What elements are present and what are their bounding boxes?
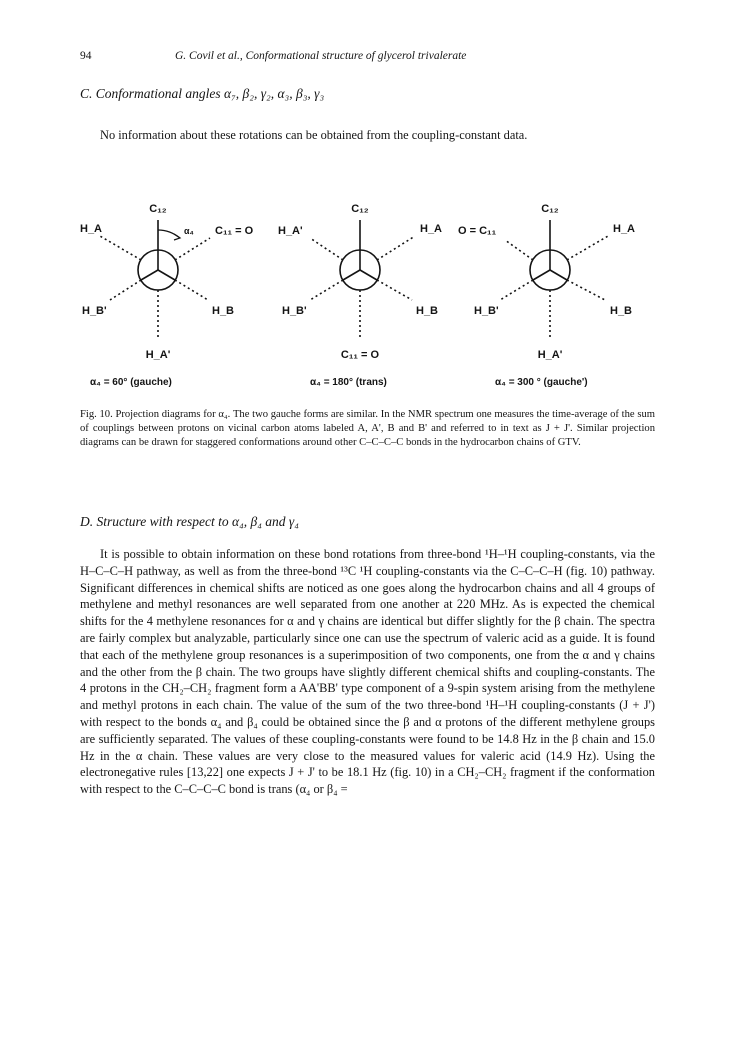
- p2-upper-right-label: H_A: [420, 223, 443, 235]
- projection-trans-180: [310, 220, 415, 340]
- newman-projection-figure: [60, 190, 680, 395]
- p1-angle-symbol: α₄: [184, 226, 194, 236]
- p2-upper-left-label: H_A': [278, 225, 303, 237]
- p3-top-label: C₁₂: [541, 203, 559, 215]
- section-d-paragraph: It is possible to obtain information on these bond rotations from three-bond ¹H–¹H coupling-constants, via the H–C–C–H pathway, as well as from the three-bond ¹³C ¹H coupling-constants via the C–C–C–H (fig. 10) pathway. Significant differences in chemical shifts are noticed as one goes along the hydrocarbon chains and all 4 groups of methylene and methyl resonances are well separated from one another at 220 MHz. As is expected the chemical shifts for the 4 methylene resonances for α and γ chains are identical but differ slightly for the β chain. The spectra are fairly complex but analyzable, particularly since one can use the spectrum of valeric acid as a guide. It is found that each of the methylene group resonances is a superimposition of two components, one from the α and γ chains and the other from the β chain. The two groups have slightly different chemical shifts and coupling-constants. The 4 protons in the CH₂–CH₂ fragment form a AA'BB' type component of a 9-spin system arising from the methylene and methyl protons in each chain. The value of the sum of the two three-bond ¹H–¹H coupling-constants (J + J') with respect to the bonds α₄ and β₄ could be obtained since the β and α protons of the different methylene groups are sufficiently separated. The values of these coupling-constants were found to be 14.8 Hz in the β chain and 15.0 Hz in the α chain. These values are very close to the measured values for valeric acid (14.9 Hz). Using the electronegative rules [13,22] one expects J + J' to be 18.1 Hz (fig. 10) in a CH₂–CH₂ fragment if the conformation with respect to the C–C–C–C bond is trans (α₄ or β₄ =: [80, 547, 655, 797]
- p2-top-label: C₁₂: [351, 203, 369, 215]
- p1-caption: α₄ = 60° (gauche): [90, 377, 172, 388]
- p1-lower-right-label: H_B: [212, 305, 235, 317]
- section-d-heading: D. Structure with respect to α₄, β₄ and γ₄: [80, 514, 299, 529]
- p2-lower-left-label: H_B': [282, 305, 307, 317]
- p3-lower-right-label: H_B: [610, 305, 633, 317]
- section-c-heading: C. Conformational angles α₇, β₂, γ₂, α₃, β₃, γ₃: [80, 86, 325, 101]
- p1-lower-left-label: H_B': [82, 305, 107, 317]
- p1-upper-left-label: H_A: [80, 223, 103, 235]
- p3-bottom-label: H_A': [537, 349, 563, 361]
- p3-lower-left-label: H_B': [474, 305, 499, 317]
- p2-bottom-label: C₁₁ = O: [340, 349, 380, 361]
- p3-caption: α₄ = 300 ° (gauche'): [495, 377, 588, 388]
- p1-upper-right-label: C₁₁ = O: [215, 225, 254, 237]
- figure-caption: Fig. 10. Projection diagrams for α₄. The two gauche forms are similar. In the NMR spectrum one measures the time-average of the sum of couplings between protons on vicinal carbon atoms labeled A, A', B and B' and referred to in text as J + J'. Similar projection diagrams can be drawn for staggered conformations around other C–C–C–C bonds in the hydrocarbon chains of GTV.: [80, 409, 655, 449]
- p1-bottom-label: H_A': [145, 349, 171, 361]
- projection-gauche-60: [100, 220, 210, 340]
- page-number: 94: [80, 50, 92, 62]
- p3-upper-right-label: H_A: [613, 223, 636, 235]
- p1-top-label: C₁₂: [149, 203, 167, 215]
- running-title: G. Covil et al., Conformational structure of glycerol trivalerate: [175, 50, 467, 62]
- section-c-paragraph: No information about these rotations can be obtained from the coupling-constant data.: [100, 128, 528, 142]
- p2-lower-right-label: H_B: [416, 305, 439, 317]
- projection-gauche-300: [500, 220, 608, 340]
- p3-upper-left-label: O = C₁₁: [458, 225, 497, 237]
- p2-caption: α₄ = 180° (trans): [310, 377, 387, 388]
